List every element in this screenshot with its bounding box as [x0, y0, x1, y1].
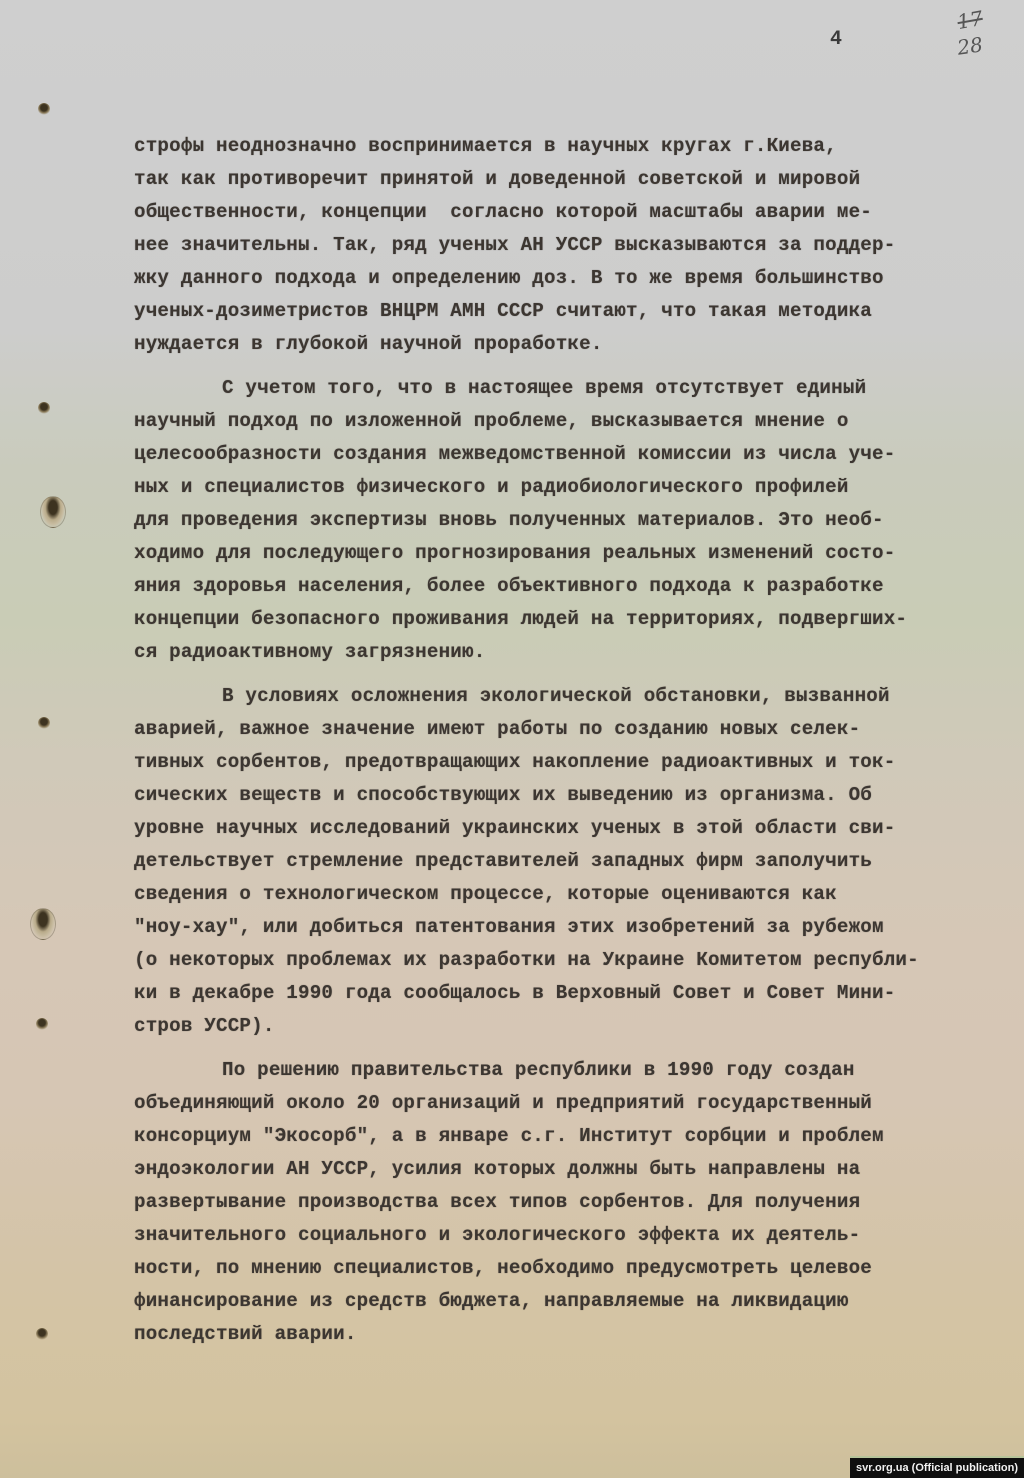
- text-line: детельствует стремление представителей западных фирм заполучить: [134, 850, 873, 872]
- paragraph-expert-commission: [134, 372, 994, 669]
- text-line: строфы неоднозначно воспринимается в научных кругах г.Киева,: [134, 135, 837, 157]
- paragraph-sorbents: [134, 680, 994, 1043]
- text-line: концепции безопасного проживания людей на территориях, подвергших-: [134, 608, 908, 630]
- text-line: общественности, концепции согласно которой масштабы аварии ме-: [134, 201, 873, 223]
- punch-hole-icon: [38, 402, 50, 414]
- paragraph-continuation: [134, 130, 994, 361]
- archive-sheet-number: [950, 5, 990, 88]
- text-line: финансирование из средств бюджета, направляемые на ликвидацию: [134, 1290, 849, 1312]
- text-line: научный подход по изложенной проблеме, высказывается мнение о: [134, 410, 849, 432]
- text-line: стров УССР).: [134, 1015, 275, 1037]
- source-watermark: svr.org.ua (Official publication): [850, 1456, 1024, 1478]
- text-line: уровне научных исследований украинских ученых в этой области сви-: [134, 817, 896, 839]
- text-line: жку данного подхода и определению доз. В то же время большинство: [134, 267, 884, 289]
- text-line: "ноу-хау", или добиться патентования этих изобретений за рубежом: [134, 916, 884, 938]
- text-line: последствий аварии.: [134, 1323, 357, 1345]
- text-line: развертывание производства всех типов сорбентов. Для получения: [134, 1191, 861, 1213]
- text-line: яния здоровья населения, более объективного подхода к разработке: [134, 575, 884, 597]
- punch-hole-icon: [36, 1328, 48, 1340]
- punch-hole-icon: [38, 103, 50, 115]
- text-line: сведения о технологическом процессе, которые оцениваются как: [134, 883, 837, 905]
- page-number: 4: [830, 28, 843, 51]
- text-line: (о некоторых проблемах их разработки на Украине Комитетом республи-: [134, 949, 919, 971]
- text-line: консорциум "Экосорб", а в январе с.г. Институт сорбции и проблем: [134, 1125, 884, 1147]
- text-line: ся радиоактивному загрязнению.: [134, 641, 486, 663]
- text-line: По решению правительства республики в 1990 году создан: [222, 1059, 855, 1081]
- punch-hole-icon: [30, 908, 56, 940]
- text-line: значительного социального и экологического эффекта их деятель-: [134, 1224, 861, 1246]
- text-line: тивных сорбентов, предотвращающих накопление радиоактивных и ток-: [134, 751, 896, 773]
- text-line: эндоэкологии АН УССР, усилия которых должны быть направлены на: [134, 1158, 861, 1180]
- text-line: сических веществ и способствующих их выведению из организма. Об: [134, 784, 873, 806]
- punch-hole-icon: [36, 1018, 48, 1030]
- text-line: нее значительны. Так, ряд ученых АН УССР высказываются за поддер-: [134, 234, 896, 256]
- text-line: для проведения экспертизы вновь полученных материалов. Это необ-: [134, 509, 884, 531]
- text-line: ности, по мнению специалистов, необходимо предусмотреть целевое: [134, 1257, 873, 1279]
- punch-hole-icon: [40, 496, 66, 528]
- text-line: так как противоречит принятой и доведенной советской и мировой: [134, 168, 861, 190]
- text-line: ходимо для последующего прогнозирования реальных изменений состо-: [134, 542, 896, 564]
- punch-hole-icon: [38, 717, 50, 729]
- text-line: В условиях осложнения экологической обстановки, вызванной: [222, 685, 890, 707]
- typewritten-body: [134, 130, 994, 1362]
- text-line: объединяющий около 20 организаций и предприятий государственный: [134, 1092, 873, 1114]
- archive-number-crossed-out: 17: [955, 5, 985, 35]
- text-line: ученых-дозиметристов ВНЦРМ АМН СССР считают, что такая методика: [134, 300, 873, 322]
- archive-number-current: 28: [955, 32, 985, 60]
- text-line: С учетом того, что в настоящее время отсутствует единый: [222, 377, 867, 399]
- text-line: ных и специалистов физического и радиобиологического профилей: [134, 476, 849, 498]
- text-line: целесообразности создания межведомственной комиссии из числа уче-: [134, 443, 896, 465]
- paragraph-ekosorb-consortium: [134, 1054, 994, 1351]
- text-line: нуждается в глубокой научной проработке.: [134, 333, 603, 355]
- text-line: аварией, важное значение имеют работы по созданию новых селек-: [134, 718, 861, 740]
- text-line: ки в декабре 1990 года сообщалось в Верховный Совет и Совет Мини-: [134, 982, 896, 1004]
